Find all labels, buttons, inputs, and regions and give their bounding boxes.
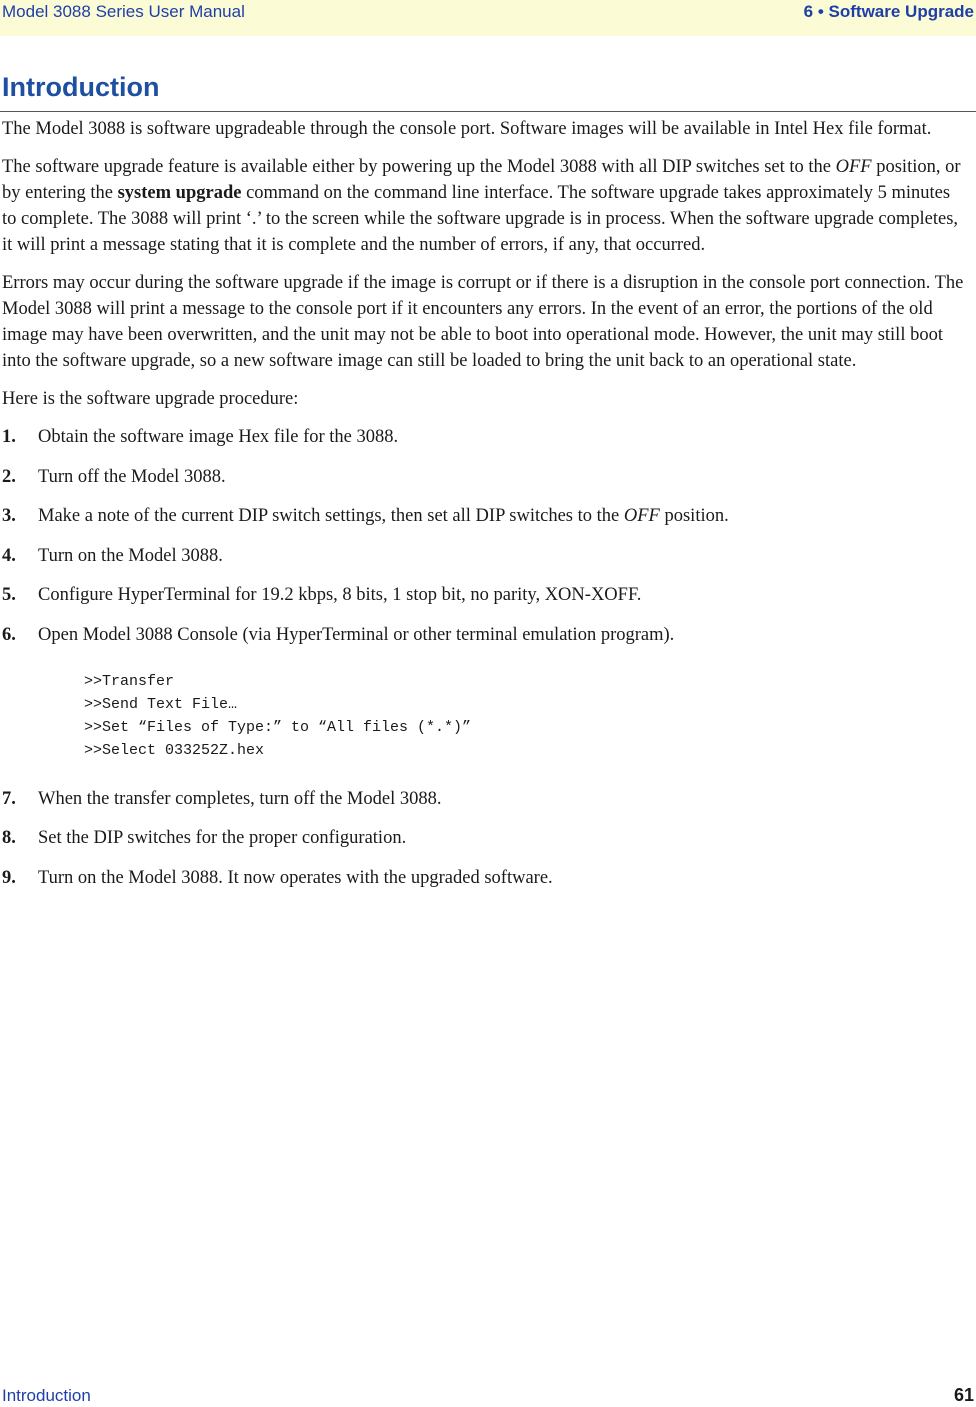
step-item (2, 865, 966, 891)
paragraph-text: position, or by entering the (2, 157, 961, 203)
footer-section-name: Introduction (2, 1386, 91, 1405)
step-text: Turn on the Model 3088. (38, 545, 223, 566)
manual-title: Model 3088 Series User Manual (2, 2, 245, 21)
paragraph-intro: The Model 3088 is software upgradeable through the console port. Software images will be available in Intel Hex file format. (2, 119, 932, 139)
document-body (2, 116, 966, 904)
step-text: Make a note of the current DIP switch settings, then set all DIP switches to the (38, 506, 624, 526)
step-text: Obtain the software image Hex file for the 3088. (38, 427, 399, 447)
step-item (2, 503, 966, 529)
paragraph-procedure-intro: Here is the software upgrade procedure: (2, 389, 299, 409)
command-name: system upgrade (117, 183, 242, 203)
off-keyword: OFF (623, 506, 660, 526)
code-line: >>Transfer (84, 672, 175, 690)
page-number: 61 (953, 1385, 974, 1405)
step-number: 6. (2, 624, 16, 645)
step-item (2, 424, 966, 450)
section-heading: Introduction (2, 72, 160, 102)
page-header (0, 0, 976, 36)
step-item (2, 786, 966, 812)
step-item (2, 464, 966, 490)
code-line: >>Send Text File… (84, 695, 238, 713)
step-item (2, 582, 966, 608)
step-text: When the transfer completes, turn off the Model 3088. (38, 788, 442, 809)
step-number: 1. (2, 427, 16, 447)
code-line: >>Set “Files of Type:” to “All files (*.*)” (84, 718, 472, 736)
step-text: Turn off the Model 3088. (38, 466, 226, 487)
paragraph-text: command on the command line interface. The software upgrade takes approximately 5 minutes to complete. The 3088 will print ‘.’ to the screen while the software upgrade is in process. When the software upgrade completes, it will print a message stating that it is complete and the number of errors, if any, that occurred. (2, 183, 959, 255)
step-number: 5. (2, 585, 16, 605)
step-text: Turn on the Model 3088. It now operates with the upgraded software. (38, 867, 553, 888)
paragraph-text: The software upgrade feature is available either by powering up the Model 3088 with all DIP switches set to the (2, 157, 836, 177)
step-text: Set the DIP switches for the proper configuration. (38, 828, 407, 848)
heading-divider (0, 111, 976, 112)
step-number: 2. (2, 466, 16, 487)
step-item (2, 622, 966, 762)
step-text: Configure HyperTerminal for 19.2 kbps, 8 bits, 1 stop bit, no parity, XON-XOFF. (38, 585, 642, 605)
step-number: 4. (2, 545, 16, 566)
step-number: 7. (2, 788, 16, 809)
code-line: >>Select 033252Z.hex (84, 741, 265, 759)
procedure-steps (2, 424, 966, 891)
paragraph-errors: Errors may occur during the software upgrade if the image is corrupt or if there is a disruption in the console port connection. The Model 3088 will print a message to the console port if it encounters any errors. In the event of an error, the portions of the old image may have been overwritten, and the unit may not be able to boot into operational mode. However, the unit may still boot into the software upgrade, so a new software image can still be loaded to bring the unit back to an operational state. (2, 273, 964, 371)
step-text: Open Model 3088 Console (via HyperTerminal or other terminal emulation program). (38, 624, 675, 645)
chapter-title: 6 • Software Upgrade (803, 2, 974, 21)
step-text: position. (659, 506, 729, 526)
console-code-block (84, 670, 966, 762)
off-keyword: OFF (835, 157, 872, 177)
step-number: 3. (2, 506, 16, 526)
step-number: 8. (2, 828, 16, 848)
paragraph-upgrade-feature (2, 154, 966, 258)
step-item (2, 825, 966, 851)
step-number: 9. (2, 867, 16, 888)
step-item (2, 543, 966, 569)
